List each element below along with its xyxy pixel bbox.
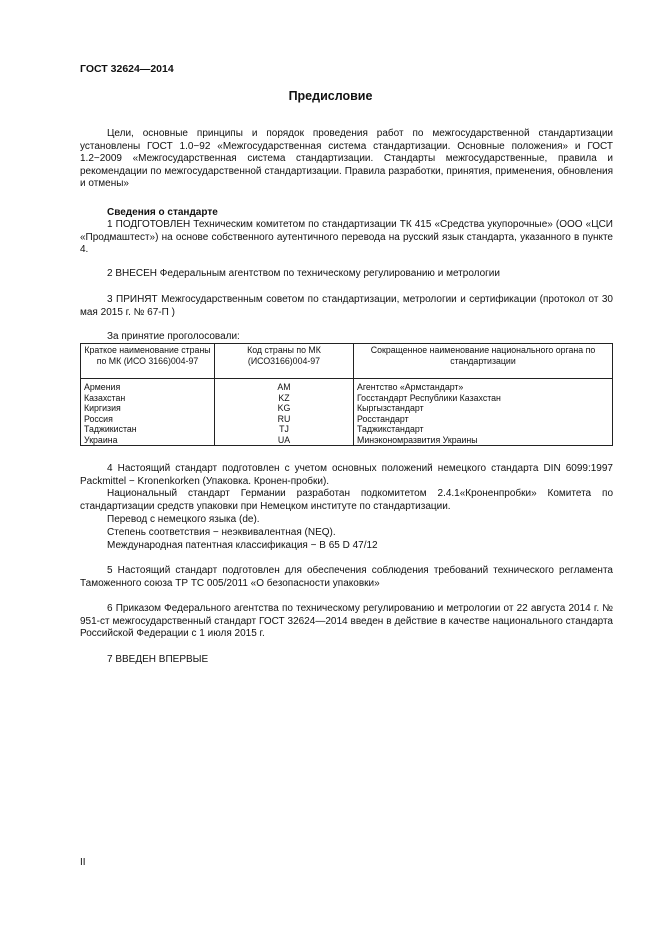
section-heading: Сведения о стандарте — [107, 207, 218, 218]
column-header: Код страны по МК (ИСО3166)004-97 — [215, 344, 354, 379]
item-5: 5 Настоящий стандарт подготовлен для обеспечения соблюдения требований технического регламента Таможенного союза ТР ТС 005/2011 «О безопасности упаковки» — [80, 565, 613, 589]
body-cell: Таджикстандарт — [354, 424, 613, 435]
table-row — [81, 403, 613, 414]
code-cell: AM — [215, 379, 354, 393]
item-3: 3 ПРИНЯТ Межгосударственным советом по стандартизации, метрологии и сертификации (протокол от 30 мая 2015 г. № 67-П ) — [80, 294, 613, 318]
page-number: II — [80, 857, 86, 868]
body-cell: Госстандарт Республики Казахстан — [354, 393, 613, 404]
item-6: 6 Приказом Федерального агентства по техническому регулированию и метрологии от 22 августа 2014 г. № 951-ст межгосударственный стандарт ГОСТ 32624—2014 введен в действие в качестве национального стандарта Российской Федерации с 1 июля 2015 г. — [80, 603, 613, 639]
body-cell: Кыргызстандарт — [354, 403, 613, 414]
table-row — [81, 393, 613, 404]
country-cell: Казахстан — [81, 393, 215, 404]
body-cell: Агентство «Армстандарт» — [354, 379, 613, 393]
item-4-compliance: Степень соответствия − неэквивалентная (NEQ). — [107, 527, 336, 538]
code-cell: KG — [215, 403, 354, 414]
table-header-row — [81, 344, 613, 379]
code-cell: RU — [215, 414, 354, 425]
code-cell: KZ — [215, 393, 354, 404]
table-row — [81, 435, 613, 446]
table-row — [81, 379, 613, 393]
code-cell: TJ — [215, 424, 354, 435]
body-cell: Росстандарт — [354, 414, 613, 425]
vote-label: За принятие проголосовали: — [107, 331, 240, 342]
code-cell: UA — [215, 435, 354, 446]
column-header: Краткое наименование страны по МК (ИСО 3166)004-97 — [81, 344, 215, 379]
document-code: ГОСТ 32624—2014 — [80, 63, 174, 75]
country-cell: Армения — [81, 379, 215, 393]
country-cell: Украина — [81, 435, 215, 446]
item-4-translation: Перевод с немецкого языка (de). — [107, 514, 260, 525]
intro-paragraph: Цели, основные принципы и порядок проведения работ по межгосударственной стандартизации установлены ГОСТ 1.0−92 «Межгосударственная система стандартизации. Основные положения» и ГОСТ 1.2−2009 «Межгосударственная система стандартизации. Стандарты межгосударственные, правила и рекомендации по межгосударственной стандартизации. Правила разработки, принятия, применения, обновления и отмены» — [80, 128, 613, 189]
country-cell: Таджикистан — [81, 424, 215, 435]
body-cell: Минэкономразвития Украины — [354, 435, 613, 446]
table-row — [81, 424, 613, 435]
item-7: 7 ВВЕДЕН ВПЕРВЫЕ — [107, 654, 209, 665]
country-cell: Россия — [81, 414, 215, 425]
item-2: 2 ВНЕСЕН Федеральным агентством по техническому регулированию и метрологии — [107, 268, 500, 279]
item-4: 4 Настоящий стандарт подготовлен с учетом основных положений немецкого стандарта DIN 6099:1997 Packmittel − Kronenkorken (Упаковка. Кронен-пробки). — [80, 463, 613, 487]
page-title: Предисловие — [288, 89, 373, 103]
item-4-patent: Международная патентная классификация − B 65 D 47/12 — [107, 540, 378, 551]
item-1: 1 ПОДГОТОВЛЕН Техническим комитетом по стандартизации ТК 415 «Средства укупорочные» (ООО «ЦСИ «Продмаштест») на основе собственного аутентичного перевода на русский язык стандарта, указанного в пункте 4. — [80, 219, 613, 255]
voting-table — [80, 343, 613, 446]
country-cell: Киргизия — [81, 403, 215, 414]
table-row — [81, 414, 613, 425]
column-header: Сокращенное наименование национального органа по стандартизации — [354, 344, 613, 379]
item-4-national: Национальный стандарт Германии разработан подкомитетом 2.4.1«Кроненпробки» Комитета по стандартизации средств упаковки при Немецком институте по стандартизации. — [80, 488, 613, 512]
